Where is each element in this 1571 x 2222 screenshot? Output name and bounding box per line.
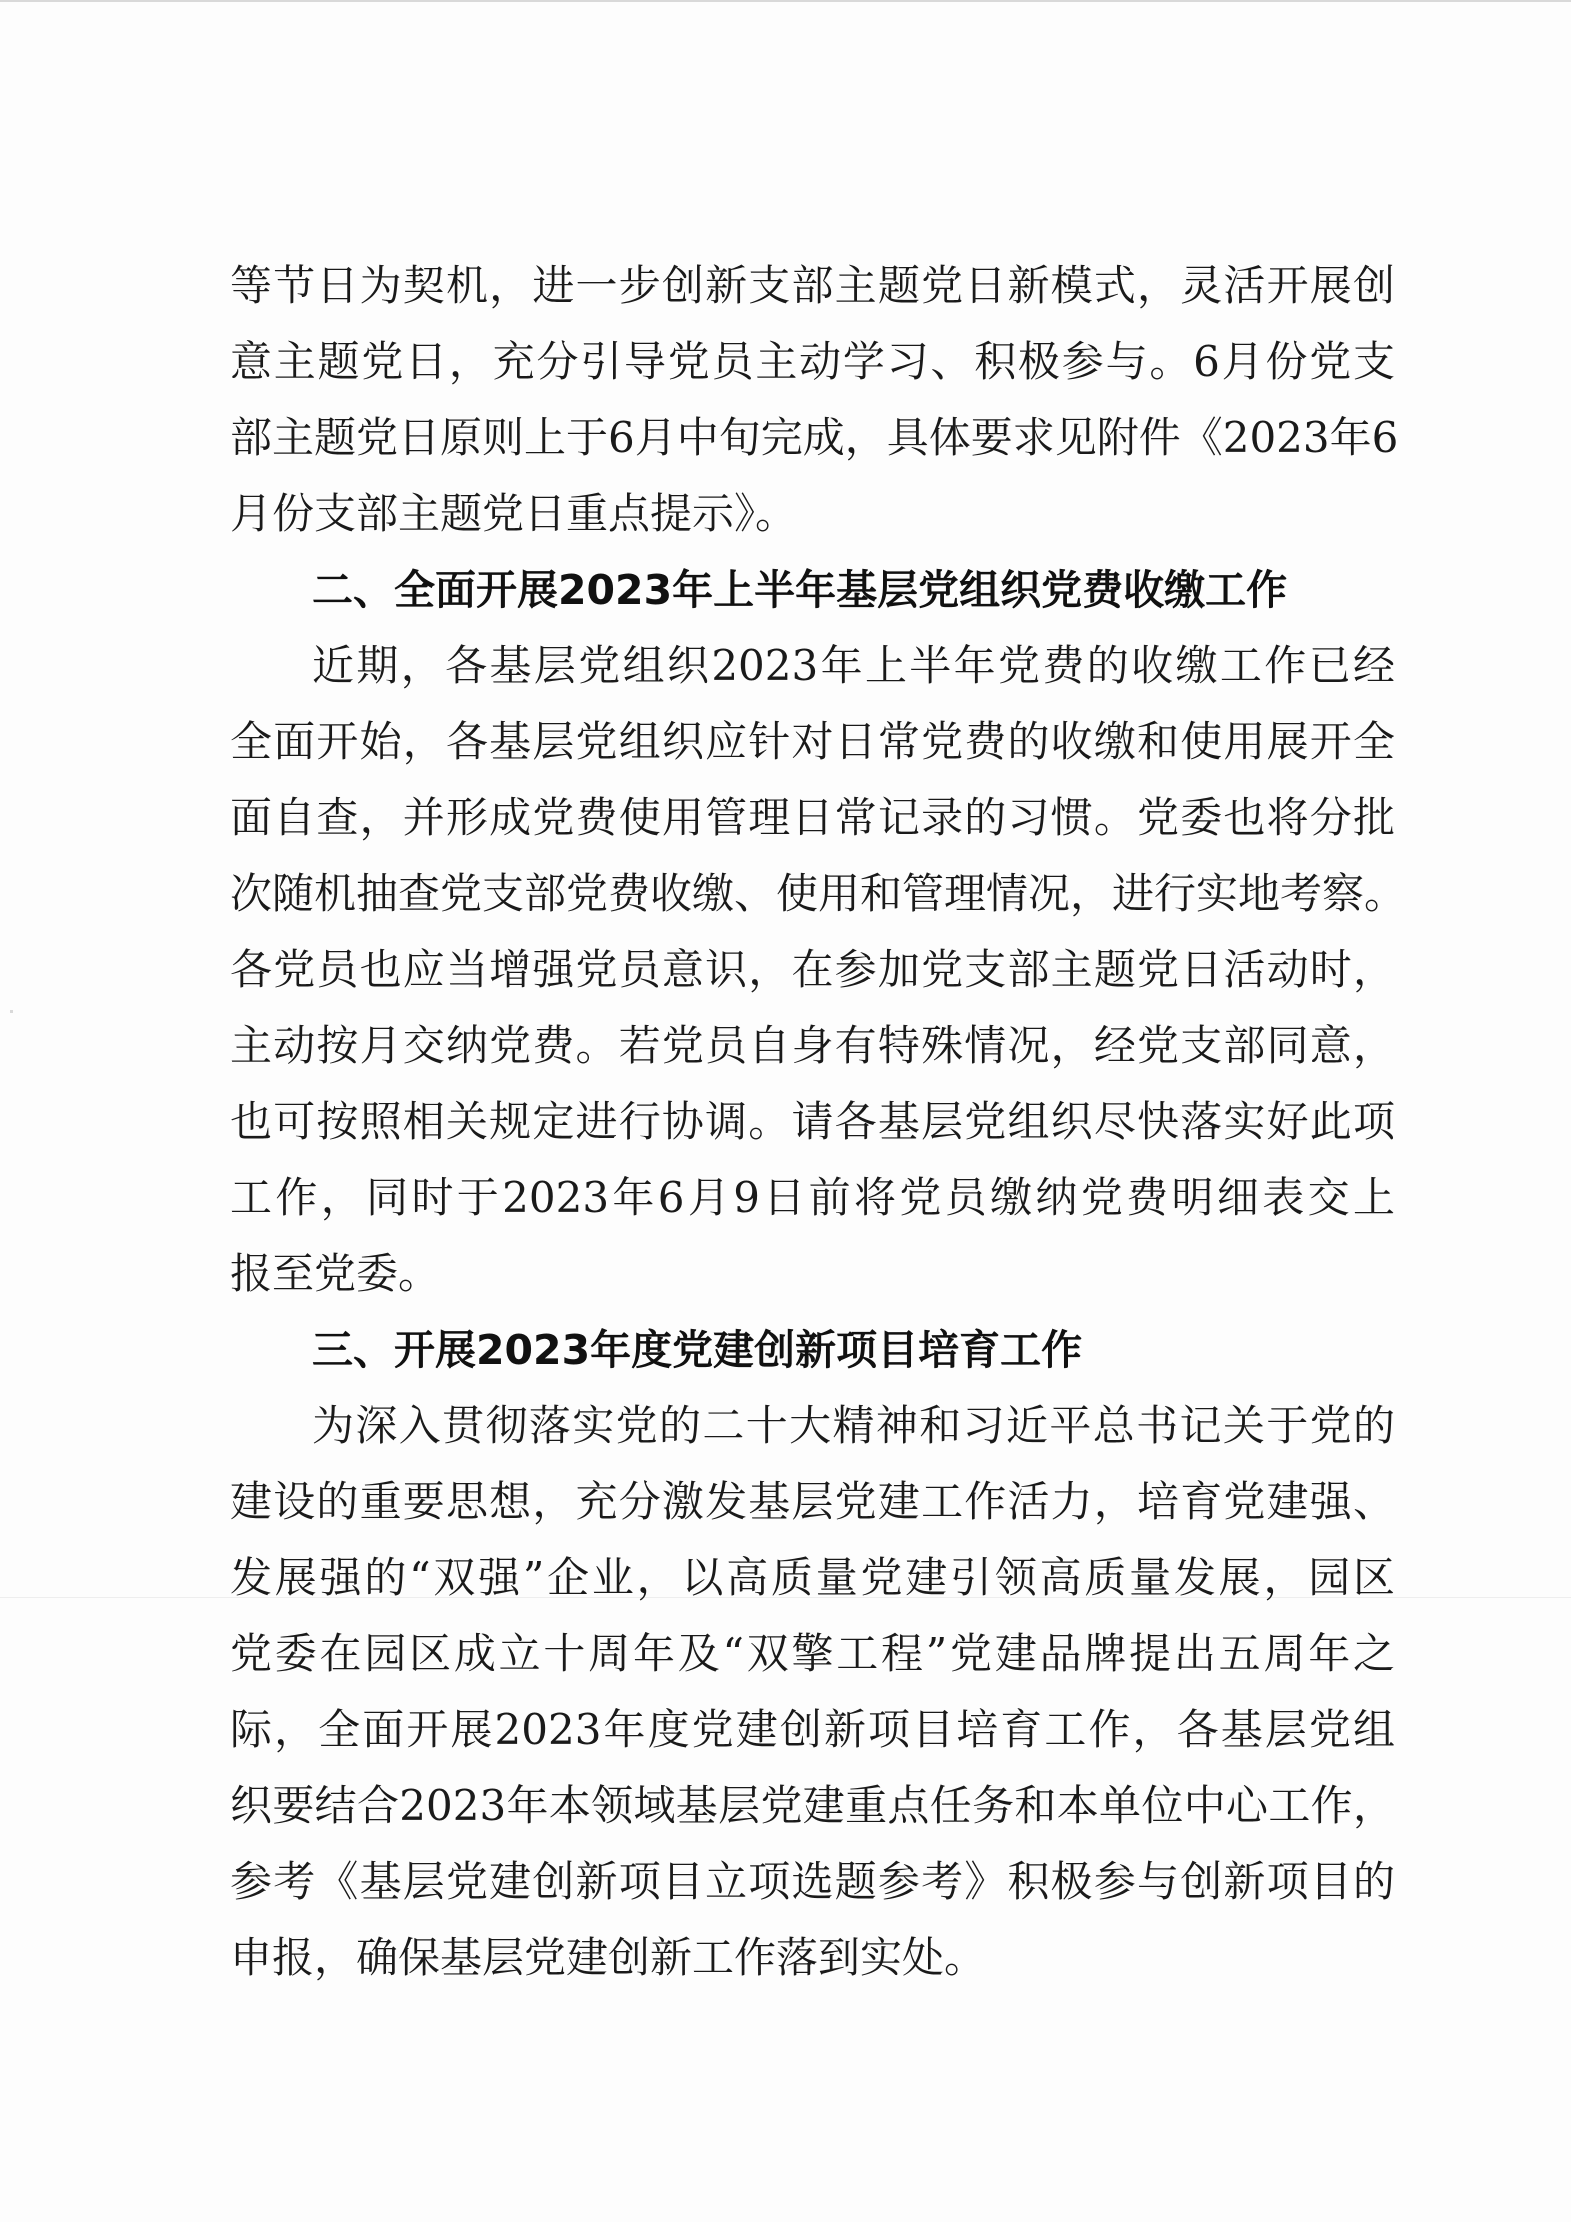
paragraph-1-line-2: 意主题党日，充分引导党员主动学习、积极参与。6月份党支 (230, 337, 1395, 386)
paragraph-2-line-8: 工作，同时于2023年6月9日前将党员缴纳党费明细表交上 (230, 1173, 1395, 1222)
paragraph-3-line-4: 党委在园区成立十周年及“双擎工程”党建品牌提出五周年之 (230, 1629, 1395, 1678)
paragraph-3-line-8: 申报，确保基层党建创新工作落到实处。 (230, 1933, 987, 1982)
paragraph-2-line-4: 次随机抽查党支部党费收缴、使用和管理情况，进行实地考察。 (230, 869, 1407, 918)
paragraph-2-line-1: 近期，各基层党组织2023年上半年党费的收缴工作已经 (312, 641, 1395, 690)
paragraph-2-line-5: 各党员也应当增强党员意识，在参加党支部主题党日活动时， (230, 945, 1395, 994)
paragraph-3-line-6: 织要结合2023年本领域基层党建重点任务和本单位中心工作， (230, 1781, 1395, 1830)
scan-edge-mark (0, 0, 1571, 2)
paragraph-3-line-5: 际，全面开展2023年度党建创新项目培育工作，各基层党组 (230, 1705, 1395, 1754)
paragraph-3-line-3: 发展强的“双强”企业，以高质量党建引领高质量发展，园区 (230, 1553, 1395, 1602)
paragraph-3-line-7: 参考《基层党建创新项目立项选题参考》积极参与创新项目的 (230, 1857, 1395, 1906)
paragraph-2-line-3: 面自查，并形成党费使用管理日常记录的习惯。党委也将分批 (230, 793, 1395, 842)
paragraph-2-line-2: 全面开始，各基层党组织应针对日常党费的收缴和使用展开全 (230, 717, 1395, 766)
paragraph-2-line-9: 报至党委。 (230, 1249, 441, 1298)
section-heading-3: 三、开展2023年度党建创新项目培育工作 (312, 1326, 1083, 1374)
paragraph-2-line-7: 也可按照相关规定进行协调。请各基层党组织尽快落实好此项 (230, 1097, 1395, 1146)
paragraph-3-line-1: 为深入贯彻落实党的二十大精神和习近平总书记关于党的 (312, 1401, 1395, 1450)
paragraph-1-line-1: 等节日为契机，进一步创新支部主题党日新模式，灵活开展创 (230, 261, 1395, 310)
paragraph-2-line-6: 主动按月交纳党费。若党员自身有特殊情况，经党支部同意， (230, 1021, 1395, 1070)
scan-margin-dot (10, 1010, 13, 1013)
paragraph-1-line-4: 月份支部主题党日重点提示》。 (230, 489, 798, 538)
section-heading-2: 二、全面开展2023年上半年基层党组织党费收缴工作 (312, 566, 1288, 614)
paragraph-3-line-2: 建设的重要思想，充分激发基层党建工作活力，培育党建强、 (230, 1477, 1395, 1526)
paragraph-1-line-3: 部主题党日原则上于6月中旬完成，具体要求见附件《2023年6 (230, 413, 1399, 462)
